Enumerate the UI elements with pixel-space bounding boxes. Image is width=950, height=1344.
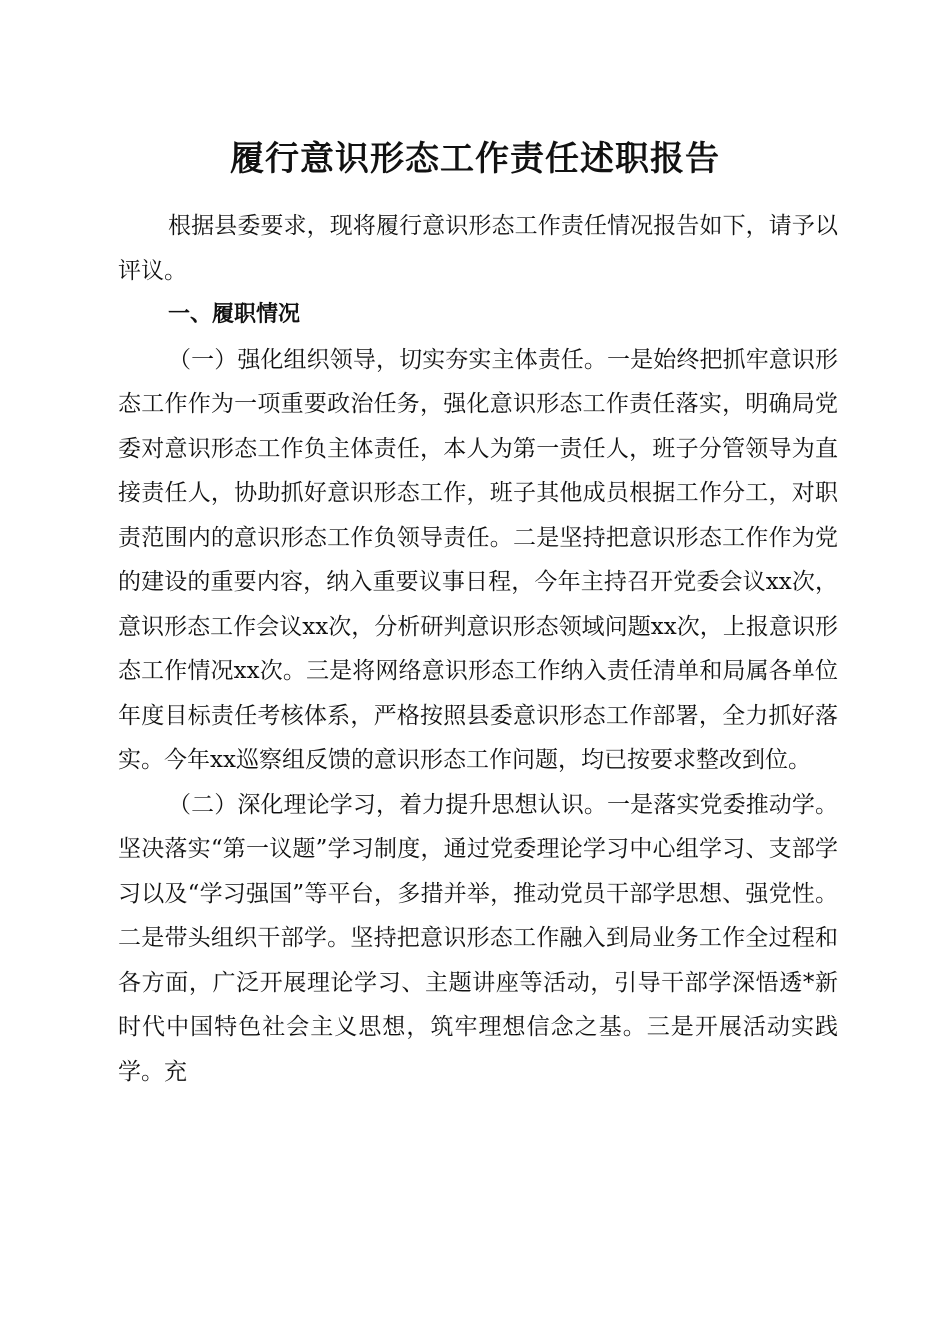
paragraph-part-1 bbox=[118, 338, 838, 783]
document-title: 履行意识形态工作责任述职报告 bbox=[230, 139, 720, 179]
part-2-text: 一是落实党委推动学。坚决落实“第一议题”学习制度，通过党委理论学习中心组学习、支部学习以及“学习强国”等平台，多措并举，推动党员干部学思想、强党性。二是带头组织干部学。坚持把意识形态工作融入到局业务工作全过程和各方面，广泛开展理论学习、主题讲座等活动，引导干部学深悟透*新时代中国特色社会主义思想，筑牢理想信念之基。三是开展活动实践学。充 bbox=[118, 791, 839, 1085]
document-body bbox=[118, 204, 838, 1094]
intro-paragraph: 根据县委要求，现将履行意识形态工作责任情况报告如下，请予以评议。 bbox=[118, 213, 838, 284]
part-1-text: 一是始终把抓牢意识形态工作作为一项重要政治任务，强化意识形态工作责任落实，明确局党委对意识形态工作负主体责任，本人为第一责任人，班子分管领导为直接责任人，协助抓好意识形态工作，班子其他成员根据工作分工，对职责范围内的意识形态工作负领导责任。二是坚持把意识形态工作作为党的建设的重要内容，纳入重要议事日程，今年主持召开党委会议xx次，意识形态工作会议xx次，分析研判意识形态领域问题xx次，上报意识形态工作情况xx次。三是将网络意识形态工作纳入责任清单和局属各单位年度目标责任考核体系，严格按照县委意识形态工作部署，全力抓好落实。今年xx巡察组反馈的意识形态工作问题，均已按要求整改到位。 bbox=[118, 346, 839, 773]
part-1-subheading: （一）强化组织领导，切实夯实主体责任。 bbox=[168, 346, 608, 373]
part-2-subheading: （二）深化理论学习，着力提升思想认识。 bbox=[168, 791, 608, 818]
section-heading: 一、履职情况 bbox=[168, 302, 301, 327]
paragraph-part-2 bbox=[118, 783, 838, 1095]
